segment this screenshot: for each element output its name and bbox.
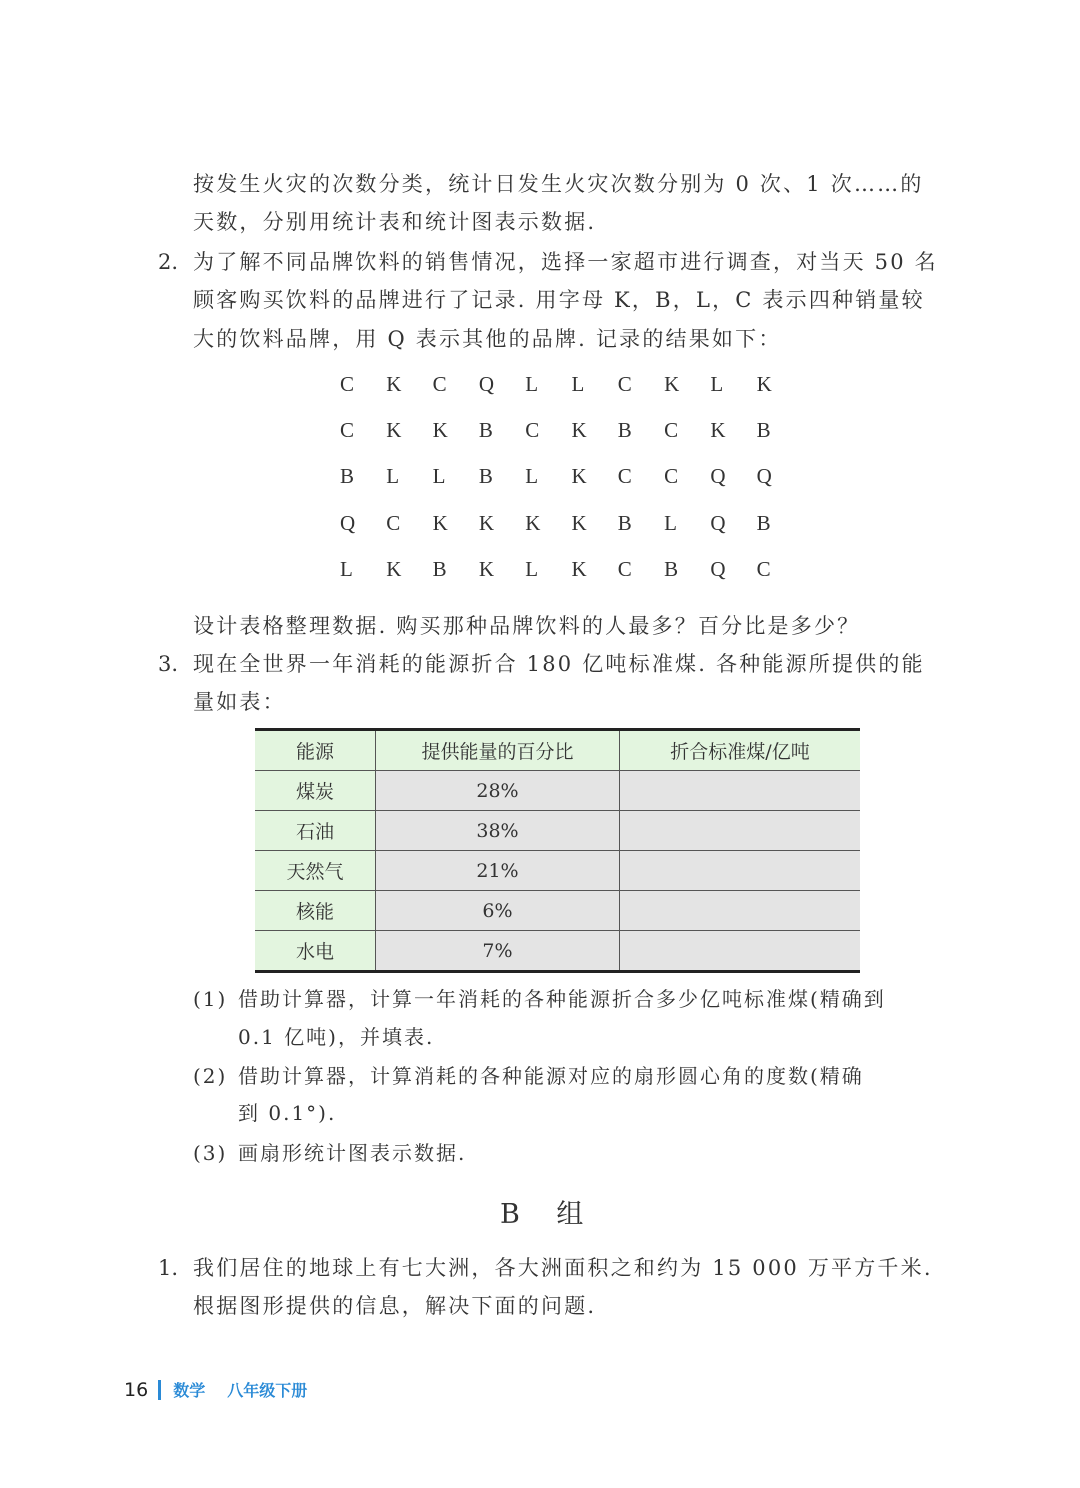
record-letter: K [478, 556, 495, 581]
record-letter: K [478, 510, 495, 535]
record-letter: Q [478, 372, 495, 396]
header-cell: 折合标准煤/亿吨 [620, 730, 861, 771]
group-b-title: B 组 [500, 1199, 598, 1230]
record-letter: K [432, 510, 448, 535]
sub-label: (1) [193, 987, 228, 1011]
sub-line: 借助计算器，计算消耗的各种能源对应的扇形圆心角的度数(精确 [238, 1064, 864, 1088]
question-number: 3. [158, 652, 179, 676]
table-row [255, 851, 860, 891]
record-letter: C [617, 464, 632, 489]
sub-line: 借助计算器，计算一年消耗的各种能源折合多少亿吨标准煤(精确到 [238, 987, 886, 1011]
record-letter: C [664, 464, 679, 489]
q3-line: 现在全世界一年消耗的能源折合 180 亿吨标准煤. 各种能源所提供的能 [193, 652, 925, 676]
sub-line: 0.1 亿吨)，并填表. [238, 1025, 435, 1049]
record-grid [336, 372, 799, 603]
record-letter: B [340, 464, 355, 489]
record-row [336, 372, 799, 418]
record-letter: B [756, 510, 771, 535]
table-row [255, 891, 860, 931]
sub-line: 到 0.1°). [238, 1101, 337, 1125]
record-letter: L [571, 372, 585, 396]
energy-name: 煤炭 [255, 771, 376, 811]
coal-equivalent [620, 771, 861, 811]
record-letter: K [386, 372, 402, 396]
header-cell: 能源 [255, 730, 376, 771]
record-letter: C [340, 372, 355, 396]
record-letter: B [617, 418, 632, 443]
record-letter: K [710, 418, 726, 443]
record-letter: C [340, 418, 355, 443]
record-letter: L [710, 372, 724, 396]
record-letter: B [756, 418, 771, 443]
energy-table [255, 728, 860, 973]
question-number: 1. [158, 1256, 179, 1280]
record-letter: C [617, 556, 632, 581]
energy-percent: 7% [376, 931, 620, 972]
coal-equivalent [620, 931, 861, 972]
record-letter: C [432, 372, 447, 396]
record-letter: Q [756, 464, 772, 489]
record-letter: K [756, 372, 772, 396]
q2-question: 设计表格整理数据. 购买那种品牌饮料的人最多？百分比是多少？ [193, 614, 861, 638]
record-row [336, 464, 799, 510]
coal-equivalent [620, 851, 861, 891]
energy-percent: 38% [376, 811, 620, 851]
record-row [336, 511, 799, 557]
record-letter: K [664, 372, 680, 396]
record-row [336, 557, 799, 603]
record-letter: K [571, 510, 587, 535]
sub-line: 画扇形统计图表示数据. [238, 1141, 467, 1165]
page-footer [124, 1378, 329, 1401]
energy-name: 水电 [255, 931, 376, 972]
page-number: 16 [124, 1378, 149, 1401]
record-letter: K [386, 418, 402, 443]
question-number: 2. [158, 250, 179, 274]
q2-line: 大的饮料品牌，用 Q 表示其他的品牌. 记录的结果如下： [193, 327, 782, 351]
footer-divider [158, 1380, 161, 1400]
intro-line: 按发生火灾的次数分类，统计日发生火灾次数分别为 0 次、1 次……的 [193, 172, 924, 196]
record-letter: C [756, 556, 771, 581]
b1-line: 根据图形提供的信息，解决下面的问题. [193, 1294, 597, 1318]
energy-name: 核能 [255, 891, 376, 931]
record-letter: K [571, 556, 587, 581]
record-letter: L [525, 464, 539, 489]
record-letter: Q [710, 510, 726, 535]
energy-percent: 21% [376, 851, 620, 891]
record-letter: L [432, 464, 446, 489]
energy-percent: 6% [376, 891, 620, 931]
record-letter: Q [710, 464, 726, 489]
q2-line: 为了解不同品牌饮料的销售情况，选择一家超市进行调查，对当天 50 名 [193, 250, 938, 274]
header-cell: 提供能量的百分比 [376, 730, 620, 771]
footer-subject: 数学 [173, 1381, 206, 1400]
record-row [336, 418, 799, 464]
sub-label: (3) [193, 1141, 228, 1165]
coal-equivalent [620, 811, 861, 851]
record-letter: C [525, 418, 540, 443]
record-letter: L [386, 464, 400, 489]
table-header-row [255, 730, 860, 771]
record-letter: L [525, 556, 539, 581]
record-letter: C [386, 510, 401, 535]
b1-line: 我们居住的地球上有七大洲，各大洲面积之和约为 15 000 万平方千米. [193, 1256, 933, 1280]
record-letter: B [432, 556, 447, 581]
record-letter: Q [340, 510, 356, 535]
intro-line: 天数，分别用统计表和统计图表示数据. [193, 210, 597, 234]
record-letter: K [525, 510, 541, 535]
table-row [255, 931, 860, 972]
record-letter: K [432, 418, 448, 443]
energy-name: 天然气 [255, 851, 376, 891]
record-letter: B [478, 418, 493, 443]
energy-percent: 28% [376, 771, 620, 811]
table-row [255, 771, 860, 811]
record-letter: Q [710, 556, 726, 581]
table-row [255, 811, 860, 851]
record-letter: B [478, 464, 493, 489]
energy-name: 石油 [255, 811, 376, 851]
coal-equivalent [620, 891, 861, 931]
record-letter: B [664, 556, 679, 581]
record-letter: K [571, 464, 587, 489]
record-letter: L [664, 510, 677, 535]
footer-book: 八年级下册 [227, 1381, 308, 1400]
record-letter: L [525, 372, 539, 396]
record-letter: K [571, 418, 587, 443]
q3-line: 量如表： [193, 690, 286, 714]
sub-label: (2) [193, 1064, 228, 1088]
record-letter: K [386, 556, 402, 581]
record-letter: B [617, 510, 632, 535]
record-letter: C [617, 372, 632, 396]
record-letter: C [664, 418, 679, 443]
record-letter: L [340, 556, 353, 581]
q2-line: 顾客购买饮料的品牌进行了记录. 用字母 K，B，L，C 表示四种销量较 [193, 288, 925, 312]
